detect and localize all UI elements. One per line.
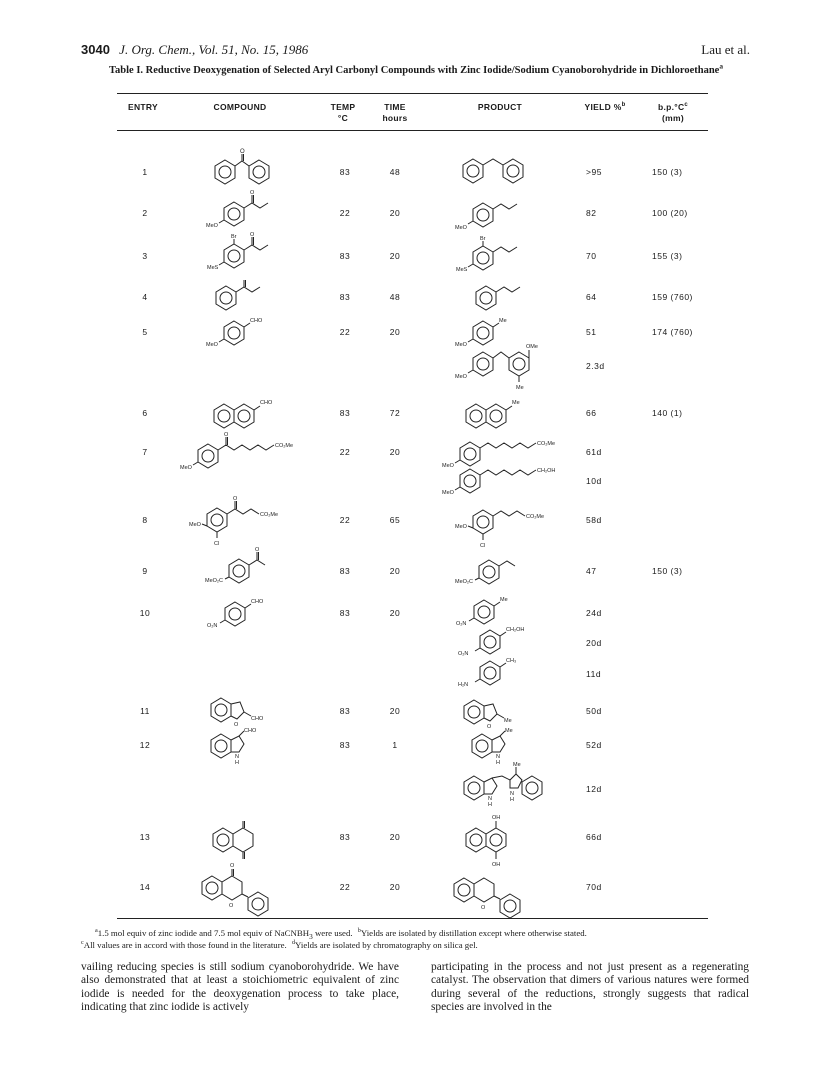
col-header-entry: ENTRY bbox=[128, 102, 158, 112]
h2n-label: H₂N bbox=[458, 682, 469, 688]
structure-propiophenone bbox=[210, 278, 280, 317]
yield-value: 10d bbox=[586, 476, 602, 486]
oh-label: OH bbox=[492, 815, 501, 821]
yield-value: 70d bbox=[586, 882, 602, 892]
structure-aryl-alcohol-product bbox=[442, 461, 582, 502]
time-value: 20 bbox=[389, 832, 401, 842]
footnote-a-subscript: 3 bbox=[309, 931, 313, 941]
time-value: 20 bbox=[389, 327, 401, 337]
h-label: H bbox=[510, 797, 514, 803]
oxygen-label: O bbox=[224, 432, 229, 438]
bp-value: 150 (3) bbox=[652, 566, 683, 576]
time-value: 1 bbox=[392, 740, 398, 750]
structure-bromo-methylthio-propylbenzene bbox=[455, 232, 535, 281]
entry-number: 12 bbox=[139, 740, 151, 750]
bp-value: 140 (1) bbox=[652, 408, 683, 418]
yield-value: 24d bbox=[586, 608, 602, 618]
oh-label: OH bbox=[492, 862, 501, 868]
entry-number: 8 bbox=[142, 515, 148, 525]
meo-label: MeO bbox=[455, 342, 467, 348]
col-header-bp bbox=[648, 102, 698, 124]
o2n-label: O₂N bbox=[458, 651, 469, 657]
meo-label: MeO bbox=[189, 522, 201, 528]
me-label: Me bbox=[513, 762, 521, 768]
oxygen-label: O bbox=[234, 722, 239, 728]
h-label: H bbox=[235, 760, 239, 766]
cho-label: CHO bbox=[251, 599, 264, 605]
meo-label: MeO bbox=[442, 463, 454, 469]
bp-value: 155 (3) bbox=[652, 251, 683, 261]
bp-value: 150 (3) bbox=[652, 167, 683, 177]
footnote-d: Yields are isolated by chromatography on silica gel. bbox=[295, 940, 478, 950]
me-label: Me bbox=[505, 728, 513, 734]
temp-value: 22 bbox=[339, 327, 351, 337]
ome-label: OMe bbox=[526, 344, 538, 350]
me-label: Me bbox=[512, 400, 520, 406]
co2me-label: CO₂Me bbox=[537, 441, 556, 447]
cho-label: CHO bbox=[251, 716, 264, 722]
author-header: Lau et al. bbox=[701, 42, 750, 57]
yield-value: >95 bbox=[586, 167, 602, 177]
structure-flavanone bbox=[198, 862, 278, 917]
cl-label: Cl bbox=[480, 543, 486, 549]
footnote-b: Yields are isolated by distillation except where otherwise stated. bbox=[360, 928, 587, 938]
time-value: 48 bbox=[389, 292, 401, 302]
structure-acetylbenzoate bbox=[205, 545, 285, 592]
h-label: H bbox=[488, 802, 492, 808]
br-label: Br bbox=[480, 236, 486, 242]
temp-value: 83 bbox=[339, 167, 351, 177]
cho-label: CHO bbox=[250, 318, 263, 324]
oxygen-label: O bbox=[229, 903, 234, 909]
temp-value: 83 bbox=[339, 740, 351, 750]
entry-number: 4 bbox=[142, 292, 148, 302]
bp-unit: (mm) bbox=[662, 113, 684, 123]
n-label: N bbox=[235, 754, 239, 760]
structure-diarylmethane-dimer bbox=[455, 338, 550, 395]
col-header-compound: COMPOUND bbox=[213, 102, 267, 112]
col-header-product: PRODUCT bbox=[477, 102, 523, 112]
footnote-mark-d: d bbox=[291, 940, 296, 947]
n-label: N bbox=[510, 791, 514, 797]
temp-value: 83 bbox=[339, 566, 351, 576]
entry-number: 5 bbox=[142, 327, 148, 337]
ch2oh-label: CH₂OH bbox=[537, 468, 556, 474]
entry-number: 1 bbox=[142, 167, 148, 177]
oxygen-label: O bbox=[250, 190, 255, 196]
oxygen-label: O bbox=[250, 232, 255, 238]
yield-label: YIELD % bbox=[584, 102, 622, 112]
yield-value: 70 bbox=[586, 251, 597, 261]
yield-value: 66 bbox=[586, 408, 597, 418]
yield-value: 64 bbox=[586, 292, 597, 302]
me-label: Me bbox=[516, 385, 524, 391]
yield-value: 11d bbox=[586, 669, 602, 679]
col-header-temp bbox=[318, 102, 368, 124]
table-bottom-rule bbox=[117, 918, 708, 919]
bp-value: 100 (20) bbox=[652, 208, 688, 218]
ch2oh-label: CH₂OH bbox=[506, 627, 525, 633]
meo-label: MeO bbox=[455, 225, 467, 231]
temp-value: 83 bbox=[339, 832, 351, 842]
entry-number: 2 bbox=[142, 208, 148, 218]
structure-naphthalenediol bbox=[462, 812, 522, 873]
journal-citation: J. Org. Chem., Vol. 51, No. 15, 1986 bbox=[119, 42, 309, 57]
oxygen-label: O bbox=[230, 863, 235, 869]
structure-propylbenzene bbox=[470, 282, 540, 317]
meo-label: MeO bbox=[455, 374, 467, 380]
temp-value: 83 bbox=[339, 292, 351, 302]
oxygen-label: O bbox=[487, 724, 492, 730]
structure-ethylbenzoate bbox=[455, 552, 535, 593]
col-header-time bbox=[370, 102, 420, 124]
entry-number: 7 bbox=[142, 447, 148, 457]
bp-footnote-mark: c bbox=[684, 102, 689, 109]
entry-number: 9 bbox=[142, 566, 148, 576]
table-caption-text: Table I. Reductive Deoxygenation of Selected Aryl Carbonyl Compounds with Zinc Iodide/Sodium Cyanoborohydride in Dichloroethane bbox=[109, 65, 720, 76]
footnote-a: 1.5 mol equiv of zinc iodide and 7.5 mol equiv of NaCNBH bbox=[97, 928, 310, 938]
page-number: 3040 bbox=[81, 42, 110, 57]
running-header-left bbox=[81, 42, 308, 58]
temp-value: 83 bbox=[339, 608, 351, 618]
table-top-rule bbox=[117, 93, 708, 94]
mes-label: MeS bbox=[456, 267, 468, 273]
bp-label: b.p.°C bbox=[657, 102, 685, 112]
time-value: 20 bbox=[389, 566, 401, 576]
bp-value: 174 (760) bbox=[652, 327, 693, 337]
o2n-label: O₂N bbox=[456, 621, 467, 627]
br-label: Br bbox=[231, 234, 237, 240]
oxygen-label: O bbox=[240, 149, 245, 155]
me-label: Me bbox=[504, 718, 512, 724]
structure-bisindolylmethane bbox=[460, 760, 560, 815]
h-label: H bbox=[496, 760, 500, 766]
structure-chloro-ester-product bbox=[455, 500, 565, 555]
yield-value: 51 bbox=[586, 327, 597, 337]
footnote-mark-c: c bbox=[81, 940, 84, 947]
footnote-c: All values are in accord with those found in the literature. bbox=[83, 940, 287, 950]
o2n-label: O₂N bbox=[207, 623, 218, 629]
structure-toluidine bbox=[456, 655, 546, 694]
time-unit: hours bbox=[382, 113, 408, 123]
n-label: N bbox=[496, 754, 500, 760]
structure-diphenylmethane bbox=[458, 153, 533, 194]
me-label: Me bbox=[500, 597, 508, 603]
structure-naphthaldehyde bbox=[210, 394, 285, 433]
cho-label: CHO bbox=[244, 728, 257, 734]
structure-benzophenone bbox=[208, 148, 278, 195]
oxygen-label: O bbox=[233, 496, 238, 502]
yield-value: 66d bbox=[586, 832, 602, 842]
table-header-rule bbox=[117, 130, 708, 131]
temp-label: TEMP bbox=[330, 102, 356, 112]
co2me-label: CO₂Me bbox=[275, 443, 294, 449]
mes-label: MeS bbox=[207, 265, 219, 271]
meo-label: MeO bbox=[442, 490, 454, 496]
col-header-yield bbox=[575, 102, 635, 113]
yield-value: 50d bbox=[586, 706, 602, 716]
time-value: 20 bbox=[389, 882, 401, 892]
entry-number: 13 bbox=[139, 832, 151, 842]
temp-value: 83 bbox=[339, 251, 351, 261]
table-caption bbox=[81, 61, 751, 77]
structure-ketoester bbox=[180, 430, 320, 477]
entry-number: 6 bbox=[142, 408, 148, 418]
yield-value: 47 bbox=[586, 566, 597, 576]
time-value: 20 bbox=[389, 608, 401, 618]
oxygen-label: O bbox=[255, 547, 260, 553]
temp-value: 22 bbox=[339, 882, 351, 892]
meo-label: MeO bbox=[206, 223, 218, 229]
entry-number: 14 bbox=[139, 882, 151, 892]
footnote-line-2 bbox=[81, 940, 741, 951]
bp-value: 159 (760) bbox=[652, 292, 693, 302]
yield-value: 82 bbox=[586, 208, 597, 218]
structure-methylnaphthalene bbox=[462, 394, 537, 433]
cho-label: CHO bbox=[260, 400, 273, 406]
time-value: 48 bbox=[389, 167, 401, 177]
temp-value: 83 bbox=[339, 408, 351, 418]
n-label: N bbox=[488, 796, 492, 802]
body-text-column-1: vailing reducing species is still sodium cyanoborohydride. We have also demonstrated that at least a stoichiometric equivalent of zinc iodide is needed for the deoxygenation process to take place, indicating that zinc iodide is actively bbox=[81, 961, 399, 1013]
time-value: 20 bbox=[389, 208, 401, 218]
me-label: Me bbox=[499, 318, 507, 324]
temp-value: 22 bbox=[339, 447, 351, 457]
ch3-label: CH₃ bbox=[506, 658, 517, 664]
yield-footnote-mark: b bbox=[621, 102, 626, 109]
meo2c-label: MeO₂C bbox=[455, 579, 474, 585]
temp-value: 22 bbox=[339, 515, 351, 525]
structure-bromo-methylthio-propiophenone bbox=[206, 230, 286, 279]
time-value: 65 bbox=[389, 515, 401, 525]
co2me-label: CO₂Me bbox=[260, 512, 279, 518]
caption-footnote-mark: a bbox=[719, 61, 723, 71]
entry-number: 11 bbox=[140, 706, 150, 716]
structure-indole-aldehyde bbox=[207, 726, 287, 771]
temp-value: 22 bbox=[339, 208, 351, 218]
meo-label: MeO bbox=[180, 465, 192, 471]
structure-methoxypropiophenone bbox=[206, 190, 286, 235]
footnote-mark-a: a bbox=[95, 928, 98, 935]
time-label: TIME bbox=[384, 102, 406, 112]
footnote-a-end: were used. bbox=[312, 928, 353, 938]
structure-flavene bbox=[450, 868, 530, 923]
yield-value: 12d bbox=[586, 784, 602, 794]
entry-number: 3 bbox=[142, 251, 148, 261]
meo-label: MeO bbox=[206, 342, 218, 348]
yield-value: 2.3d bbox=[586, 361, 605, 371]
structure-naphthoquinone bbox=[209, 816, 269, 867]
structure-anisaldehyde bbox=[206, 313, 276, 354]
entry-number: 10 bbox=[139, 608, 151, 618]
yield-value: 20d bbox=[586, 638, 602, 648]
yield-value: 58d bbox=[586, 515, 602, 525]
body-text-column-2: participating in the process and not just present as a regenerating catalyst. The observation that dimers of various natures were formed during several of the reductions, strongly suggests that radical species are involved in the bbox=[431, 961, 749, 1013]
yield-value: 52d bbox=[586, 740, 602, 750]
cl-label: Cl bbox=[214, 541, 220, 547]
meo-label: MeO bbox=[455, 524, 467, 530]
temp-unit: °C bbox=[337, 113, 349, 123]
footnote-mark-b: b bbox=[357, 928, 361, 935]
temp-value: 83 bbox=[339, 706, 351, 716]
meo2c-label: MeO₂C bbox=[205, 578, 224, 584]
time-value: 72 bbox=[389, 408, 401, 418]
yield-value: 61d bbox=[586, 447, 602, 457]
structure-nitrobenzaldehyde bbox=[207, 594, 277, 635]
time-value: 20 bbox=[389, 706, 401, 716]
oxygen-label: O bbox=[481, 905, 486, 911]
time-value: 20 bbox=[389, 251, 401, 261]
co2me-label: CO₂Me bbox=[526, 514, 545, 520]
time-value: 20 bbox=[389, 447, 401, 457]
